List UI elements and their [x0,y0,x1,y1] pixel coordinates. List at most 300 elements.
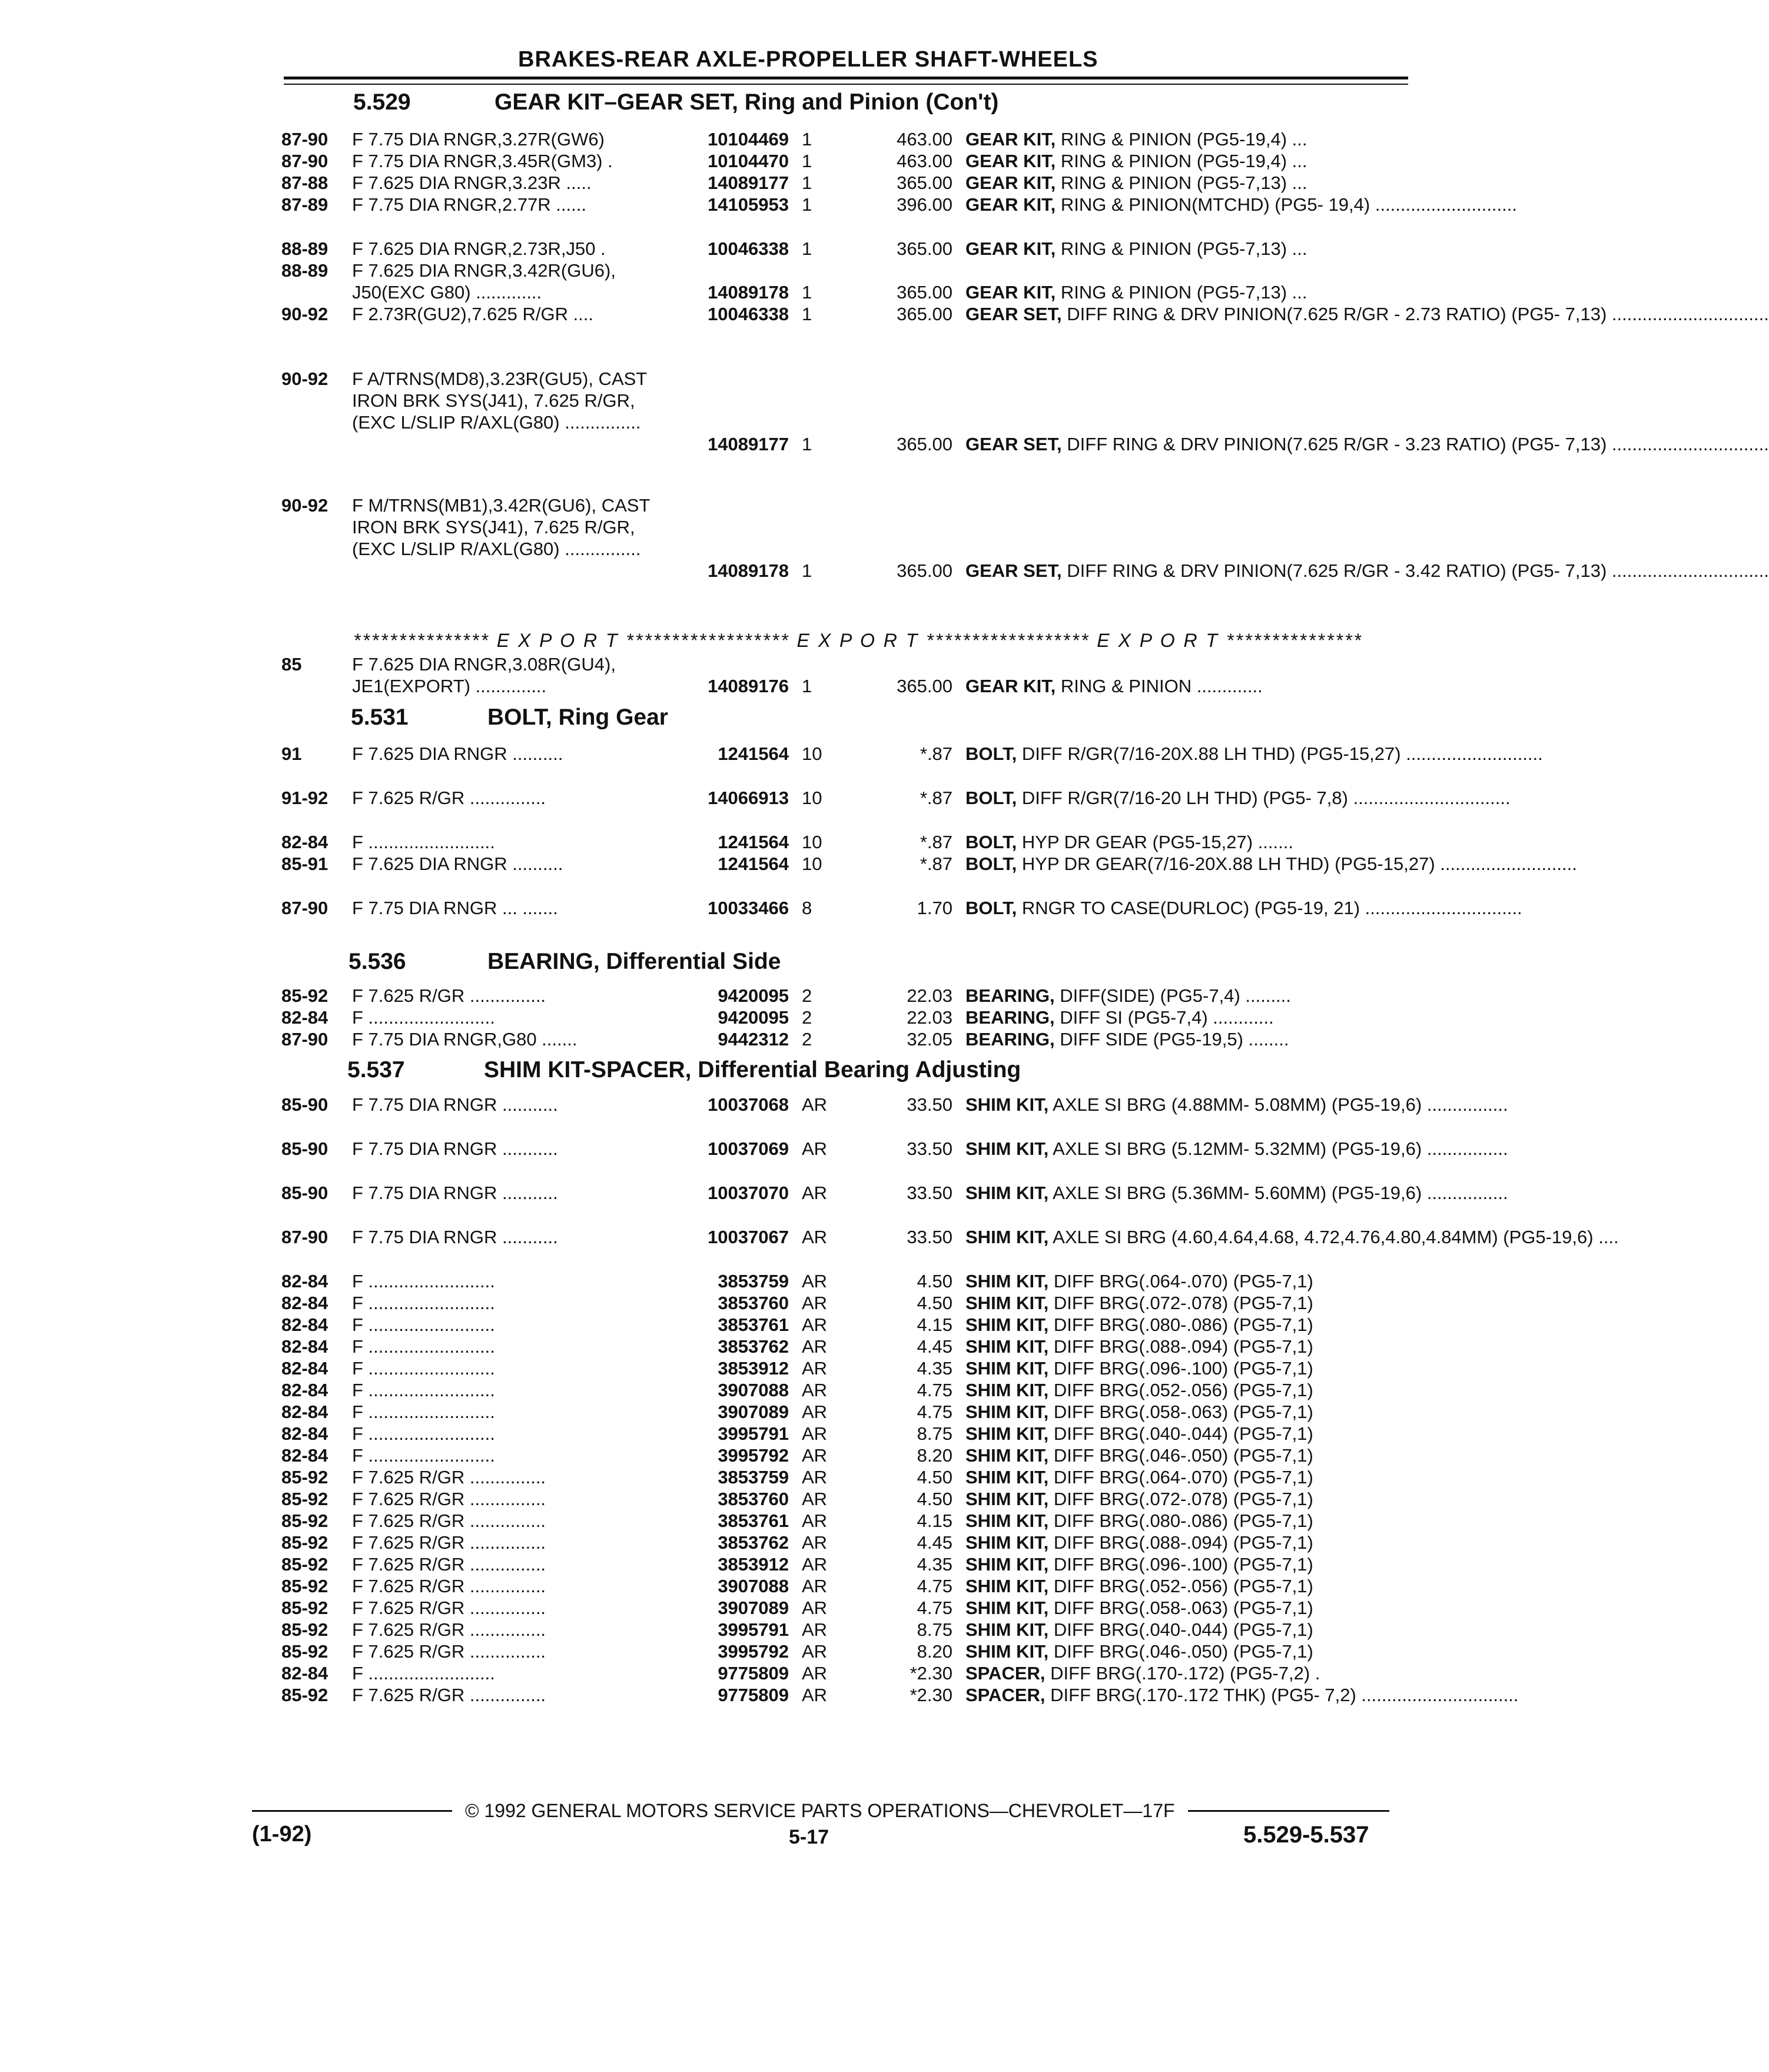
model-years: 82-84 [281,1271,328,1291]
part-name-keyword: SHIM KIT, [965,1314,1049,1335]
quantity: 1 [802,282,812,303]
part-name-detail: DIFF BRG(.058-.063) (PG5-7,1) [1048,1402,1313,1422]
part-name [965,897,1522,919]
part-name-detail: AXLE SI BRG (4.60,4.64,4.68, 4.72,4.76,4.80,4.84MM) (PG5-19,6) .... [1048,1227,1619,1247]
copyright-notice: © 1992 GENERAL MOTORS SERVICE PARTS OPERATIONS—CHEVROLET—17F [465,1800,1175,1821]
application-description: F 7.625 R/GR ............... [352,985,546,1006]
application-description: F ......................... [352,1271,495,1291]
model-years: 85-91 [281,854,328,874]
price: 365.00 [897,304,952,324]
price: 33.50 [907,1227,952,1247]
part-name [965,1028,1401,1050]
application-description: F 7.75 DIA RNGR,2.77R ...... [352,194,586,215]
part-name [965,1226,1619,1248]
model-years: 82-84 [281,1663,328,1684]
application-description: F 7.75 DIA RNGR,3.27R(GW6) [352,129,605,150]
part-number: 14066913 [708,788,789,808]
section-title: GEAR KIT–GEAR SET, Ring and Pinion (Con't) [494,89,999,115]
application-description: F 7.625 R/GR ............... [352,1467,546,1487]
part-name-detail: DIFF R/GR(7/16-20 LH THD) (PG5- 7,8) ............................... [1017,788,1511,808]
price: *.87 [920,832,952,852]
price: 4.45 [917,1336,952,1357]
part-number: 3907088 [718,1380,789,1400]
part-name-keyword: GEAR SET, [965,434,1062,454]
model-years: 82-84 [281,1423,328,1444]
application-description: F ......................... [352,832,495,852]
quantity: AR [802,1293,828,1313]
quantity: AR [802,1554,828,1575]
part-name [965,1138,1508,1160]
page-title: BRAKES-REAR AXLE-PROPELLER SHAFT-WHEELS [518,47,1098,72]
price: 4.35 [917,1554,952,1575]
header-rule-secondary [284,84,1408,85]
application-description: F 7.625 R/GR ............... [352,1510,546,1531]
part-name [965,1336,1401,1357]
price: 32.05 [907,1029,952,1050]
part-name [965,303,1769,325]
quantity: AR [802,1271,828,1291]
quantity: 1 [802,151,812,171]
part-name-keyword: SHIM KIT, [965,1576,1049,1596]
price: *2.30 [910,1663,952,1684]
part-name-keyword: SHIM KIT, [965,1467,1049,1487]
part-number: 10046338 [708,238,789,259]
price: 4.50 [917,1489,952,1509]
section-heading [351,705,668,730]
quantity: 10 [802,788,822,808]
part-number: 3853762 [718,1532,789,1553]
model-years: 88-89 [281,238,328,259]
part-name-detail: DIFF BRG(.058-.063) (PG5-7,1) [1048,1598,1313,1618]
part-name-detail: DIFF SI (PG5-7,4) ............ [1054,1007,1274,1028]
part-name-keyword: SPACER, [965,1685,1046,1705]
part-name-detail: AXLE SI BRG (5.12MM- 5.32MM) (PG5-19,6) ................ [1048,1138,1508,1159]
part-name-detail: RNGR TO CASE(DURLOC) (PG5-19, 21) ............................... [1017,898,1522,918]
model-years: 85-90 [281,1183,328,1203]
price: 396.00 [897,194,952,215]
section-title: BOLT, Ring Gear [487,705,668,730]
application-description: F 7.625 DIA RNGR,3.23R ..... [352,172,592,193]
model-years: 82-84 [281,1007,328,1028]
model-years: 85-92 [281,985,328,1006]
application-description: F 7.625 R/GR ............... [352,1685,546,1705]
price: 4.75 [917,1402,952,1422]
part-name-keyword: SHIM KIT, [965,1380,1049,1400]
model-years: 82-84 [281,1445,328,1466]
price: 4.50 [917,1293,952,1313]
part-number: 3907089 [718,1402,789,1422]
part-name [965,985,1401,1007]
part-name [965,172,1401,194]
model-years: 87-90 [281,129,328,150]
application-description: F ......................... [352,1293,495,1313]
quantity: AR [802,1663,828,1684]
quantity: 2 [802,1007,812,1028]
quantity: AR [802,1380,828,1400]
part-name [965,1553,1401,1575]
price: 4.75 [917,1576,952,1596]
part-name [965,128,1401,150]
application-description: F A/TRNS(MD8),3.23R(GU5), CAST IRON BRK SYS(J41), 7.625 R/GR,(EXC L/SLIP R/AXL(G80) ............... [352,368,647,433]
part-name [965,1379,1401,1401]
model-years: 85-92 [281,1685,328,1705]
quantity: AR [802,1336,828,1357]
part-name-detail: DIFF BRG(.072-.078) (PG5-7,1) [1048,1489,1313,1509]
part-name [965,1488,1401,1510]
quantity: AR [802,1138,828,1159]
part-name [965,1357,1401,1379]
price: 4.15 [917,1510,952,1531]
model-years: 85-92 [281,1641,328,1662]
revision-date: (1-92) [252,1822,312,1847]
model-years: 82-84 [281,1358,328,1379]
part-name [965,675,1401,697]
part-number: 3853759 [718,1271,789,1291]
application-description: F M/TRNS(MB1),3.42R(GU6), CAST IRON BRK SYS(J41), 7.625 R/GR,(EXC L/SLIP R/AXL(G80) ............... [352,495,650,559]
footer-rule [1188,1810,1389,1812]
part-number: 10037070 [708,1183,789,1203]
model-years: 85-92 [281,1467,328,1487]
model-years: 82-84 [281,1314,328,1335]
model-years: 85-90 [281,1094,328,1115]
part-number: 3907088 [718,1576,789,1596]
part-name-keyword: GEAR KIT, [965,238,1056,259]
part-number: 14089177 [708,172,789,193]
price: 365.00 [897,434,952,454]
part-name [965,238,1401,260]
part-name-detail: DIFF BRG(.088-.094) (PG5-7,1) [1048,1336,1313,1357]
application-description: F 7.75 DIA RNGR ... ....... [352,898,558,918]
part-name-keyword: GEAR KIT, [965,151,1056,171]
part-number: 14089178 [708,560,789,581]
part-name-keyword: SHIM KIT, [965,1532,1049,1553]
part-number: 3853912 [718,1358,789,1379]
model-years: 85-92 [281,1598,328,1618]
price: 8.75 [917,1619,952,1640]
application-description: F ......................... [352,1358,495,1379]
part-name-detail: AXLE SI BRG (4.88MM- 5.08MM) (PG5-19,6) ................ [1048,1094,1508,1115]
part-number: 3995791 [718,1423,789,1444]
part-name [965,1445,1401,1466]
price: 8.20 [917,1445,952,1466]
price: *2.30 [910,1685,952,1705]
application-description: F 2.73R(GU2),7.625 R/GR .... [352,304,594,324]
application-description: F 7.625 DIA RNGR,2.73R,J50 . [352,238,606,259]
part-name [965,1575,1401,1597]
section-title: SHIM KIT-SPACER, Differential Bearing Adjusting [484,1057,1021,1083]
part-name-detail: DIFF SIDE (PG5-19,5) ........ [1054,1029,1289,1050]
part-name-keyword: BOLT, [965,832,1017,852]
part-name-detail: DIFF BRG(.170-.172) (PG5-7,2) . [1045,1663,1320,1684]
part-name-detail: DIFF BRG(.096-.100) (PG5-7,1) [1048,1358,1313,1379]
quantity: 1 [802,434,812,454]
price: *.87 [920,788,952,808]
model-years: 85 [281,654,302,675]
application-description: F 7.625 R/GR ............... [352,1554,546,1575]
application-description: F ......................... [352,1007,495,1028]
model-years: 87-89 [281,194,328,215]
model-years: 87-88 [281,172,328,193]
part-number: 1241564 [718,832,789,852]
section-heading [347,1057,1021,1083]
part-name [965,150,1401,172]
application-description: F 7.75 DIA RNGR ........... [352,1138,558,1159]
part-name [965,560,1769,582]
part-name-keyword: BOLT, [965,743,1017,764]
application-description: F 7.75 DIA RNGR,3.45R(GM3) . [352,151,613,171]
quantity: AR [802,1685,828,1705]
part-name [965,743,1543,765]
quantity: AR [802,1094,828,1115]
price: *.87 [920,743,952,764]
application-description: F 7.625 R/GR ............... [352,1489,546,1509]
part-name-detail: HYP DR GEAR(7/16-20X.88 LH THD) (PG5-15,27) ........................... [1017,854,1577,874]
price: 4.75 [917,1380,952,1400]
part-name-keyword: BEARING, [965,985,1055,1006]
model-years: 87-90 [281,898,328,918]
price: 365.00 [897,676,952,696]
part-number: 10033466 [708,898,789,918]
price: 4.15 [917,1314,952,1335]
part-name [965,1466,1401,1488]
model-years: 82-84 [281,1402,328,1422]
application-description: F 7.625 DIA RNGR,3.08R(GU4), JE1(EXPORT) .............. [352,654,616,696]
quantity: AR [802,1641,828,1662]
price: 4.35 [917,1358,952,1379]
application-description: F ......................... [352,1445,495,1466]
model-years: 82-84 [281,832,328,852]
application-description: F ......................... [352,1402,495,1422]
quantity: AR [802,1619,828,1640]
part-name [965,1597,1401,1619]
quantity: AR [802,1510,828,1531]
model-years: 90-92 [281,304,328,324]
section-number: 5.531 [351,705,409,730]
part-name-detail: RING & PINION ............. [1056,676,1263,696]
part-name-keyword: SHIM KIT, [965,1510,1049,1531]
part-name [965,1292,1401,1314]
header-rule [284,77,1408,79]
price: 22.03 [907,1007,952,1028]
model-years: 90-92 [281,495,328,516]
part-name-detail: HYP DR GEAR (PG5-15,27) ....... [1017,832,1293,852]
part-name-keyword: GEAR SET, [965,560,1062,581]
part-number: 3853912 [718,1554,789,1575]
quantity: AR [802,1402,828,1422]
part-name [965,281,1401,303]
part-name-detail: DIFF BRG(.064-.070) (PG5-7,1) [1048,1467,1313,1487]
part-name-keyword: SHIM KIT, [965,1138,1049,1159]
price: 4.45 [917,1532,952,1553]
quantity: AR [802,1489,828,1509]
section-number: 5.529 [353,89,411,115]
price: 365.00 [897,238,952,259]
part-name-detail: RING & PINION (PG5-7,13) ... [1056,172,1307,193]
application-description: F 7.75 DIA RNGR ........... [352,1094,558,1115]
part-number: 3853760 [718,1293,789,1313]
part-name-detail: DIFF BRG(.040-.044) (PG5-7,1) [1048,1423,1313,1444]
part-number: 9420095 [718,985,789,1006]
part-name-keyword: GEAR SET, [965,304,1062,324]
part-name-keyword: BOLT, [965,788,1017,808]
model-years: 91-92 [281,788,328,808]
part-number: 3995791 [718,1619,789,1640]
price: 4.50 [917,1271,952,1291]
section-number: 5.537 [347,1057,405,1083]
part-name-keyword: SHIM KIT, [965,1641,1049,1662]
quantity: AR [802,1576,828,1596]
part-name [965,831,1401,853]
part-name-detail: DIFF R/GR(7/16-20X.88 LH THD) (PG5-15,27) ........................... [1017,743,1543,764]
model-years: 85-92 [281,1576,328,1596]
part-name-keyword: SHIM KIT, [965,1336,1049,1357]
part-number: 14089178 [708,282,789,303]
section-range: 5.529-5.537 [1243,1822,1369,1848]
part-name-detail: DIFF BRG(.080-.086) (PG5-7,1) [1048,1510,1313,1531]
model-years: 82-84 [281,1380,328,1400]
price: 22.03 [907,985,952,1006]
application-description: F ......................... [352,1314,495,1335]
part-name-keyword: BEARING, [965,1029,1055,1050]
quantity: 10 [802,832,822,852]
application-description: F 7.625 DIA RNGR .......... [352,854,563,874]
part-name [965,1510,1401,1532]
part-name [965,1007,1401,1028]
quantity: 2 [802,985,812,1006]
part-name [965,1619,1401,1641]
quantity: AR [802,1532,828,1553]
application-description: F ......................... [352,1663,495,1684]
part-number: 1241564 [718,743,789,764]
part-number: 10104469 [708,129,789,150]
model-years: 85-92 [281,1510,328,1531]
section-title: BEARING, Differential Side [487,949,781,974]
price: 8.20 [917,1641,952,1662]
part-name-keyword: BOLT, [965,854,1017,874]
part-number: 10046338 [708,304,789,324]
part-name-detail: DIFF BRG(.096-.100) (PG5-7,1) [1048,1554,1313,1575]
model-years: 91 [281,743,302,764]
quantity: 1 [802,304,812,324]
price: *.87 [920,854,952,874]
price: 365.00 [897,282,952,303]
model-years: 85-92 [281,1554,328,1575]
part-name [965,433,1769,455]
price: 463.00 [897,129,952,150]
application-description: F 7.625 DIA RNGR .......... [352,743,563,764]
application-description: F 7.625 R/GR ............... [352,1641,546,1662]
part-name [965,1684,1519,1706]
part-name-detail: DIFF BRG(.064-.070) (PG5-7,1) [1048,1271,1313,1291]
part-name-keyword: SHIM KIT, [965,1489,1049,1509]
part-name-keyword: SHIM KIT, [965,1619,1049,1640]
part-name-detail: RING & PINION (PG5-7,13) ... [1056,282,1307,303]
quantity: AR [802,1423,828,1444]
model-years: 87-90 [281,1029,328,1050]
part-name-keyword: SHIM KIT, [965,1271,1049,1291]
part-name-detail: DIFF BRG(.046-.050) (PG5-7,1) [1048,1641,1313,1662]
part-number: 3995792 [718,1445,789,1466]
part-name [965,1270,1401,1292]
part-number: 10037069 [708,1138,789,1159]
part-name [965,787,1511,809]
part-name-detail: DIFF BRG(.072-.078) (PG5-7,1) [1048,1293,1313,1313]
page-number: 5-17 [789,1826,829,1848]
quantity: 1 [802,172,812,193]
quantity: AR [802,1445,828,1466]
part-number: 10037067 [708,1227,789,1247]
quantity: 2 [802,1029,812,1050]
model-years: 82-84 [281,1336,328,1357]
part-number: 3853759 [718,1467,789,1487]
part-name-detail: RING & PINION(MTCHD) (PG5- 19,4) ............................ [1056,194,1518,215]
part-name-detail: RING & PINION (PG5-7,13) ... [1056,238,1307,259]
part-name [965,1641,1401,1662]
model-years: 82-84 [281,1293,328,1313]
model-years: 85-92 [281,1619,328,1640]
part-name-detail: AXLE SI BRG (5.36MM- 5.60MM) (PG5-19,6) ................ [1048,1183,1508,1203]
part-name-keyword: SHIM KIT, [965,1227,1049,1247]
quantity: AR [802,1358,828,1379]
part-name-detail: DIFF RING & DRV PINION(7.625 R/GR - 3.42 RATIO) (PG5- 7,13) ............................... [1061,560,1769,581]
part-number: 1241564 [718,854,789,874]
section-heading [353,89,998,115]
part-number: 14089177 [708,434,789,454]
model-years: 85-90 [281,1138,328,1159]
part-name-keyword: SHIM KIT, [965,1423,1049,1444]
part-name [965,1314,1401,1336]
part-number: 14089176 [708,676,789,696]
quantity: AR [802,1598,828,1618]
application-description: F 7.625 R/GR ............... [352,1532,546,1553]
part-name-keyword: SHIM KIT, [965,1445,1049,1466]
price: 1.70 [917,898,952,918]
part-number: 9775809 [718,1685,789,1705]
part-number: 3995792 [718,1641,789,1662]
quantity: AR [802,1467,828,1487]
part-name-detail: DIFF RING & DRV PINION(7.625 R/GR - 3.23 RATIO) (PG5- 7,13) ............................... [1061,434,1769,454]
application-description: F 7.625 DIA RNGR,3.42R(GU6), J50(EXC G80) ............. [352,260,616,303]
quantity: AR [802,1183,828,1203]
part-name-detail: DIFF RING & DRV PINION(7.625 R/GR - 2.73 RATIO) (PG5- 7,13) ............................... [1061,304,1769,324]
quantity: 1 [802,676,812,696]
part-number: 3853761 [718,1510,789,1531]
model-years: 87-90 [281,1227,328,1247]
part-number: 9775809 [718,1663,789,1684]
price: 365.00 [897,560,952,581]
part-name-keyword: BOLT, [965,898,1017,918]
quantity: AR [802,1227,828,1247]
part-name [965,1423,1401,1445]
application-description: F ......................... [352,1380,495,1400]
part-name [965,1401,1401,1423]
part-number: 9442312 [718,1029,789,1050]
application-description: F 7.75 DIA RNGR ........... [352,1227,558,1247]
quantity: 1 [802,129,812,150]
quantity: 8 [802,898,812,918]
price: 33.50 [907,1183,952,1203]
part-name-detail: DIFF BRG(.080-.086) (PG5-7,1) [1048,1314,1313,1335]
part-name-detail: DIFF BRG(.170-.172 THK) (PG5- 7,2) ............................... [1045,1685,1519,1705]
part-name-keyword: BEARING, [965,1007,1055,1028]
part-name-keyword: SHIM KIT, [965,1094,1049,1115]
part-number: 14105953 [708,194,789,215]
part-number: 9420095 [718,1007,789,1028]
part-name [965,1532,1401,1553]
quantity: 1 [802,238,812,259]
part-name-keyword: SHIM KIT, [965,1554,1049,1575]
application-description: F 7.75 DIA RNGR,G80 ....... [352,1029,578,1050]
